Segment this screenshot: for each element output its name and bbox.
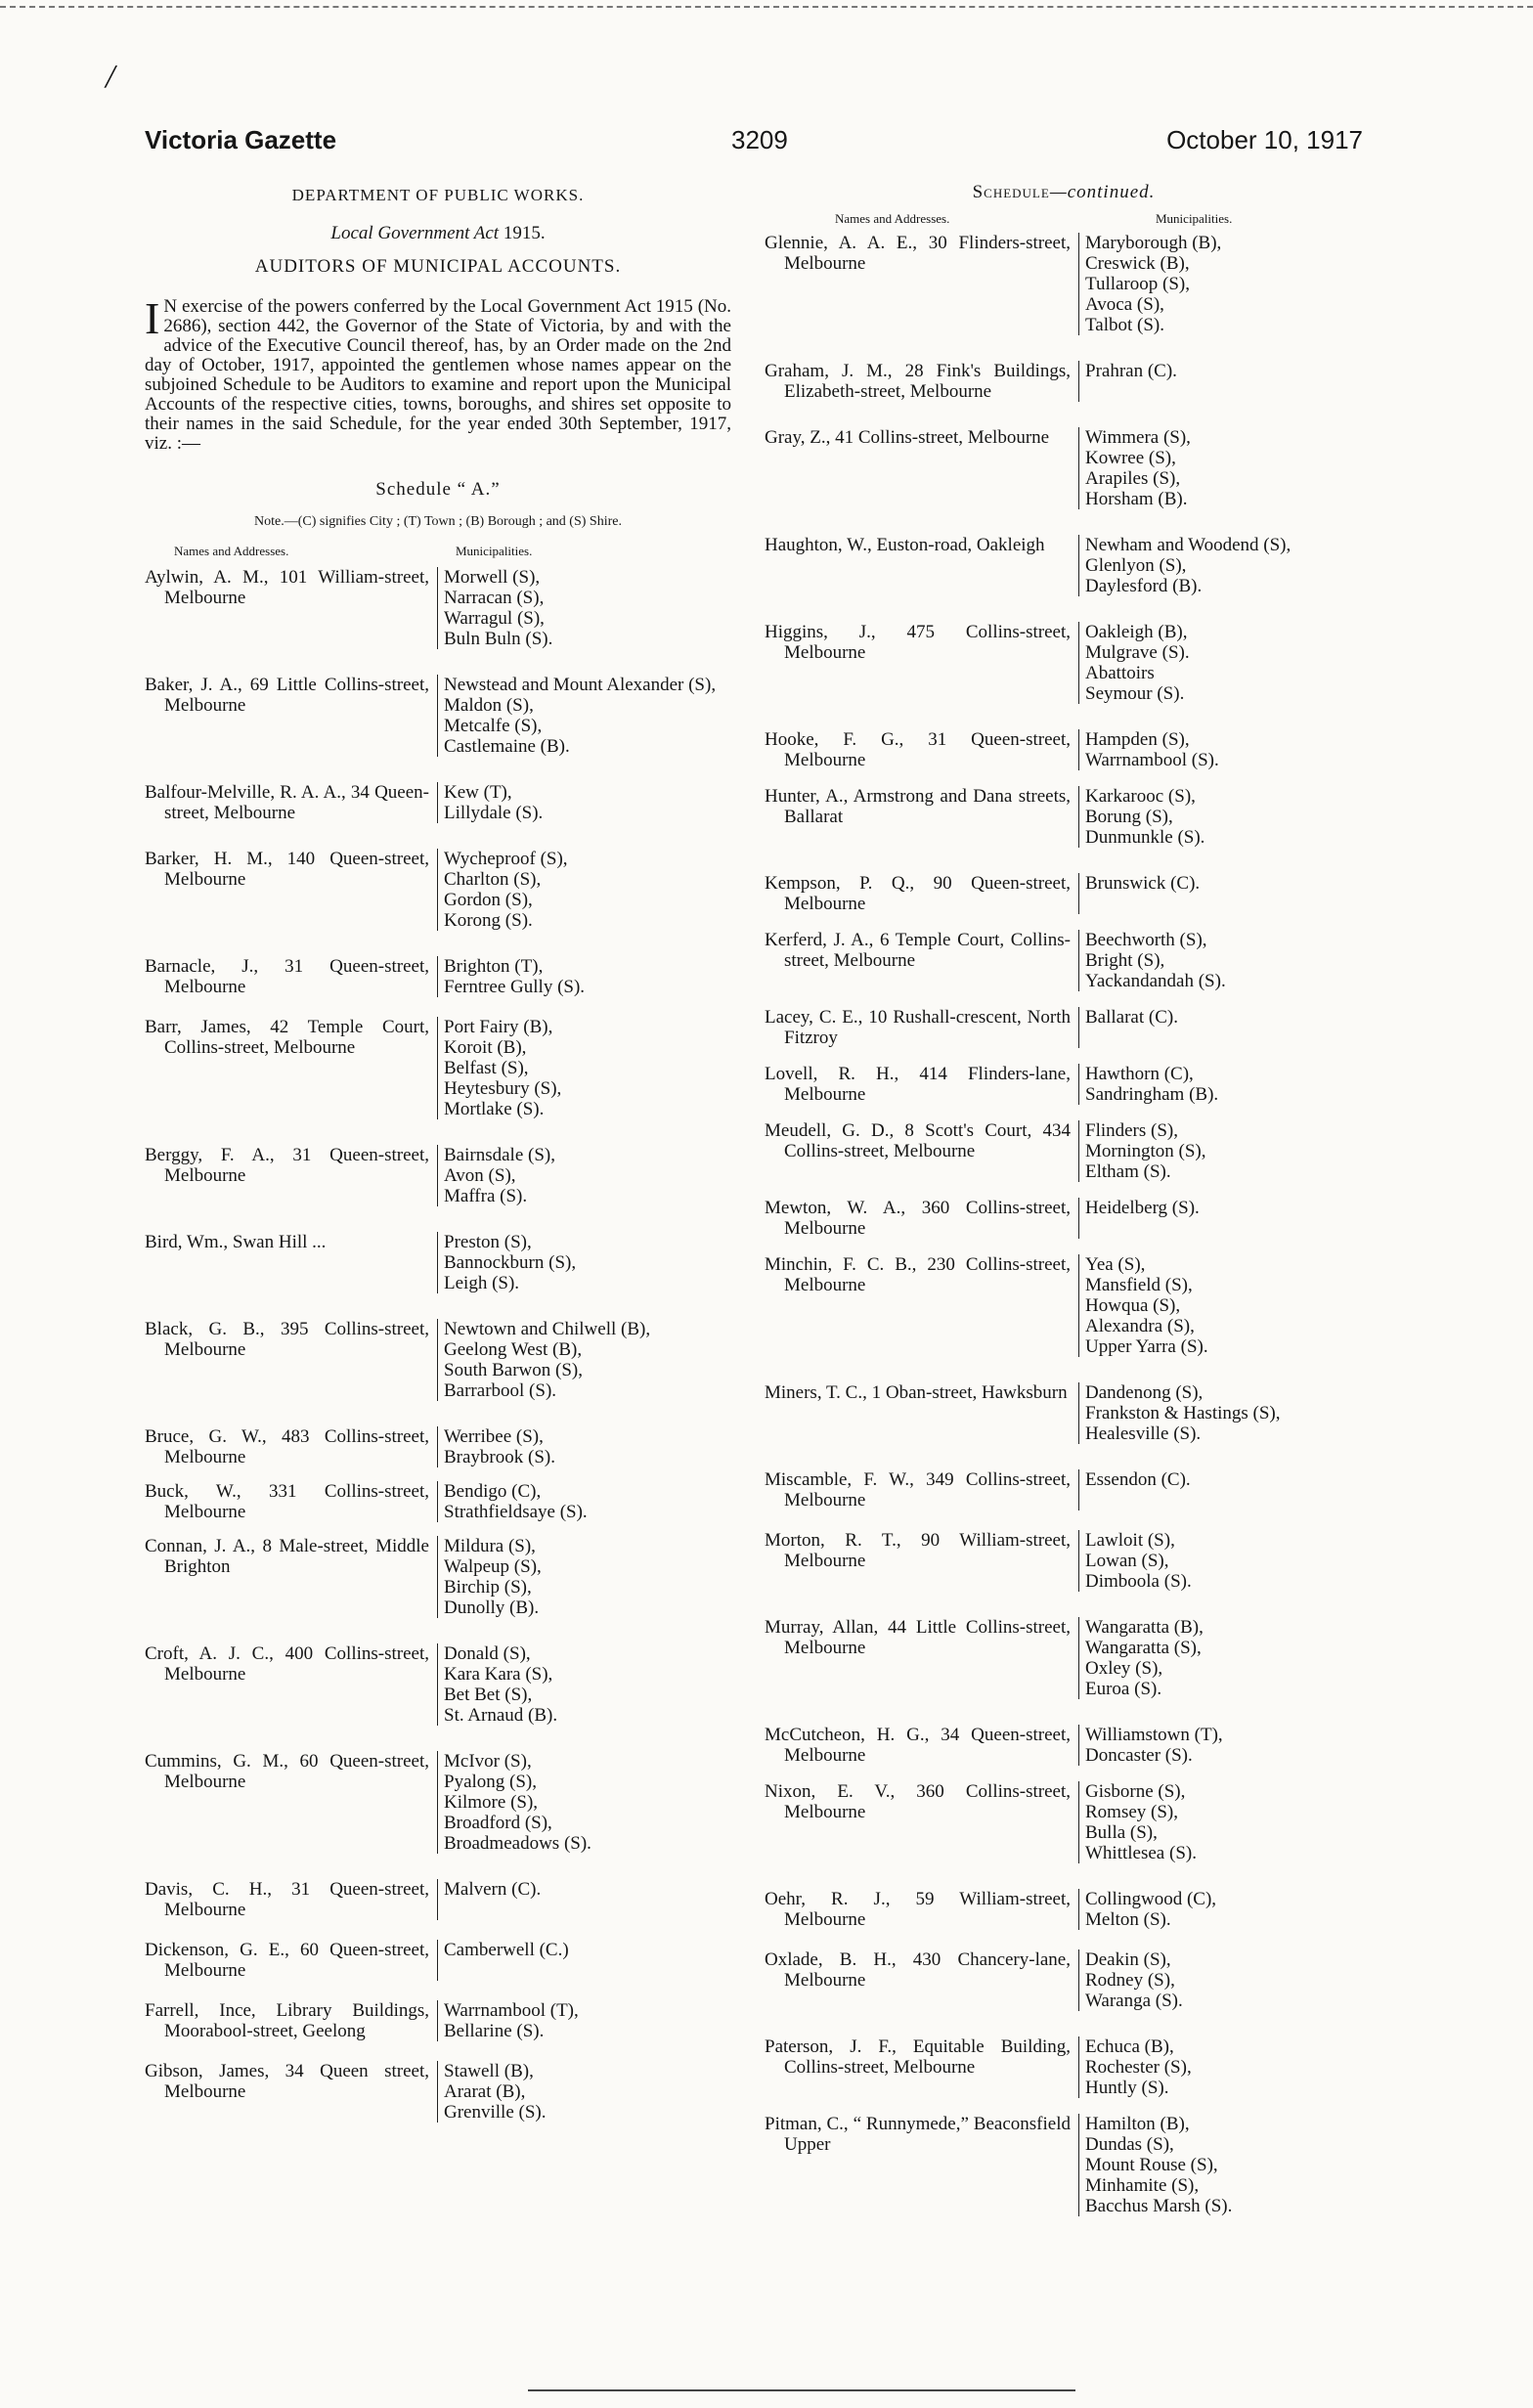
municipality: Whittlesea (S). xyxy=(1085,1843,1197,1863)
bottom-rule xyxy=(528,2389,1075,2391)
municipality: Dunmunkle (S). xyxy=(1085,827,1205,848)
municipality: Ferntree Gully (S). xyxy=(444,977,586,997)
municipality: Rochester (S), xyxy=(1085,2057,1192,2078)
municipality: Borung (S), xyxy=(1085,807,1173,827)
municipality: Daylesford (B). xyxy=(1085,576,1203,596)
schedule-entry xyxy=(765,1725,1363,1766)
schedule-entry xyxy=(765,2114,1363,2216)
intro-text: N exercise of the powers conferred by the Local Government Act 1915 (No. 2686), section 442, the Governor of the State of Victoria, by and with the advice of the Executive Council thereof, has, by an Order made on the 2nd day of October, 1917, appointed the gentlemen whose names appear on the subjoined Schedule to be Auditors to examine and report upon the Municipal Accounts of the respective cities, towns, boroughs, and shires set opposite to their names in the said Schedule, for the year ended 30th September, 1917, viz. :— xyxy=(145,296,731,454)
schedule-entry xyxy=(765,1007,1363,1048)
auditor-name-address: Aylwin, A. M., 101 William-street, Melbourne xyxy=(145,567,438,649)
names-header: Names and Addresses. xyxy=(174,544,289,558)
municipality-list xyxy=(438,1145,555,1206)
schedule-title: Schedule “ A.” xyxy=(375,479,501,500)
municipality: Heytesbury (S), xyxy=(444,1078,562,1099)
municipality: Lillydale (S). xyxy=(444,803,544,823)
schedule-entry xyxy=(765,1781,1363,1863)
issue-date: October 10, 1917 xyxy=(1166,125,1363,154)
municipality: Lawloit (S), xyxy=(1085,1530,1175,1551)
auditor-name-address: Miscamble, F. W., 349 Collins-street, Melbourne xyxy=(765,1469,1079,1510)
auditor-name-address: Farrell, Ince, Library Buildings, Moorabool-street, Geelong xyxy=(145,2000,438,2041)
municipality-list xyxy=(1079,1382,1281,1444)
intro-paragraph xyxy=(145,293,731,454)
schedule-entry xyxy=(765,2036,1363,2098)
auditor-name-address: Hooke, F. G., 31 Queen-street, Melbourne xyxy=(765,729,1079,770)
schedule-entry xyxy=(765,1469,1363,1510)
municipality: Waranga (S). xyxy=(1085,1991,1183,2011)
municipality-list xyxy=(1079,1254,1208,1357)
municipality: Kara Kara (S), xyxy=(444,1664,553,1685)
page-header xyxy=(145,125,1363,164)
municipality-list xyxy=(438,782,543,823)
auditor-name-address: Black, G. B., 395 Collins-street, Melbourne xyxy=(145,1319,438,1401)
schedule-entry xyxy=(145,1940,731,1981)
municipality: Warrnambool (S). xyxy=(1085,750,1219,770)
municipality: Avon (S), xyxy=(444,1165,516,1186)
municipality-list xyxy=(438,1426,555,1467)
municipality-list xyxy=(1079,1530,1192,1592)
auditor-name-address: Hunter, A., Armstrong and Dana streets, Ballarat xyxy=(765,786,1079,848)
municipality: Williamstown (T), xyxy=(1085,1725,1223,1745)
auditor-name-address: Morton, R. T., 90 William-street, Melbourne xyxy=(765,1530,1079,1592)
municipality: Romsey (S), xyxy=(1085,1802,1178,1822)
municipality: Leigh (S). xyxy=(444,1273,520,1293)
municipality: Howqua (S), xyxy=(1085,1295,1181,1316)
municipality: Warrnambool (T), xyxy=(444,2000,579,2021)
municipality: Wimmera (S), xyxy=(1085,427,1191,448)
auditor-name-address: Cummins, G. M., 60 Queen-street, Melbourne xyxy=(145,1751,438,1854)
schedule-entry xyxy=(145,782,731,823)
municipality: Newstead and Mount Alexander (S), xyxy=(444,675,717,695)
municipality: Braybrook (S). xyxy=(444,1447,555,1467)
municipality: Oakleigh (B), xyxy=(1085,622,1188,642)
municipality: Karkarooc (S), xyxy=(1085,786,1196,807)
municipality: Avoca (S), xyxy=(1085,294,1164,315)
municipality: Bulla (S), xyxy=(1085,1822,1158,1843)
right-column xyxy=(765,182,1363,2216)
municipality: Abattoirs xyxy=(1085,663,1155,683)
municipality: Mornington (S), xyxy=(1085,1141,1206,1161)
municipality-list xyxy=(438,2061,546,2123)
municipality: Alexandra (S), xyxy=(1085,1316,1195,1336)
municipality-list xyxy=(1079,1889,1216,1930)
auditor-name-address: Croft, A. J. C., 400 Collins-street, Melbourne xyxy=(145,1643,438,1726)
municipality: Deakin (S), xyxy=(1085,1949,1171,1970)
schedule-entry xyxy=(765,535,1363,596)
continued-word: —continued. xyxy=(1049,182,1156,202)
schedule-entry xyxy=(765,233,1363,335)
auditor-name-address: Barker, H. M., 140 Queen-street, Melbourne xyxy=(145,849,438,931)
municipality: Arapiles (S), xyxy=(1085,468,1181,489)
schedule-entry xyxy=(145,956,731,997)
municipality: Minhamite (S), xyxy=(1085,2175,1200,2196)
municipality: Upper Yarra (S). xyxy=(1085,1336,1208,1357)
municipality: Werribee (S), xyxy=(444,1426,544,1447)
schedule-continued-title xyxy=(765,182,1363,203)
auditor-name-address: Lacey, C. E., 10 Rushall-crescent, North Fitzroy xyxy=(765,1007,1079,1048)
auditor-name-address: Higgins, J., 475 Collins-street, Melbourne xyxy=(765,622,1079,704)
municipality-list xyxy=(438,1751,591,1854)
municipality: Bendigo (C), xyxy=(444,1481,542,1502)
municipality-list xyxy=(1079,1949,1183,2011)
schedule-entry xyxy=(765,361,1363,402)
municipality: Walpeup (S), xyxy=(444,1556,542,1577)
municipality-list xyxy=(1079,1007,1178,1048)
municipality: Hampden (S), xyxy=(1085,729,1190,750)
auditor-name-address: Murray, Allan, 44 Little Collins-street, Melbourne xyxy=(765,1617,1079,1699)
auditor-name-address: McCutcheon, H. G., 34 Queen-street, Melbourne xyxy=(765,1725,1079,1766)
municipality: Prahran (C). xyxy=(1085,361,1177,381)
municipalities-header-right: Municipalities. xyxy=(1156,211,1233,226)
municipality: Korong (S). xyxy=(444,910,533,931)
auditor-name-address: Barr, James, 42 Temple Court, Collins-street, Melbourne xyxy=(145,1017,438,1119)
municipality: Eltham (S). xyxy=(1085,1161,1171,1182)
schedule-entry xyxy=(765,1064,1363,1105)
municipality-list xyxy=(1079,427,1191,509)
auditor-name-address: Pitman, C., “ Runnymede,” Beaconsfield Upper xyxy=(765,2114,1079,2216)
municipality: Camberwell (C.) xyxy=(444,1940,569,1960)
municipality-list xyxy=(1079,2114,1232,2216)
auditor-name-address: Baker, J. A., 69 Little Collins-street, Melbourne xyxy=(145,675,438,757)
schedule-entries-right xyxy=(765,233,1363,2216)
auditor-name-address: Gray, Z., 41 Collins-street, Melbourne xyxy=(765,427,1079,509)
municipality: Metcalfe (S), xyxy=(444,716,543,736)
schedule-entry xyxy=(765,1889,1363,1930)
municipality: Dundas (S), xyxy=(1085,2134,1174,2155)
schedule-entry xyxy=(145,2061,731,2123)
schedule-entry xyxy=(145,1643,731,1726)
municipality-list xyxy=(438,849,568,931)
municipality-list xyxy=(438,1319,650,1401)
municipality-list xyxy=(1079,1469,1191,1510)
act-year: 1915. xyxy=(503,223,546,243)
auditor-name-address: Minchin, F. C. B., 230 Collins-street, Melbourne xyxy=(765,1254,1079,1357)
municipality: Newtown and Chilwell (B), xyxy=(444,1319,651,1339)
schedule-entry xyxy=(765,427,1363,509)
municipality: Dandenong (S), xyxy=(1085,1382,1204,1403)
municipality: Belfast (S), xyxy=(444,1058,529,1078)
municipality: Maryborough (B), xyxy=(1085,233,1222,253)
municipality: Rodney (S), xyxy=(1085,1970,1175,1991)
municipality: Pyalong (S), xyxy=(444,1772,537,1792)
margin-mark: / xyxy=(106,59,115,95)
municipality: Ararat (B), xyxy=(444,2081,526,2102)
schedule-word: Schedule xyxy=(972,182,1050,202)
schedule-entry xyxy=(145,675,731,757)
municipality: Gordon (S), xyxy=(444,890,533,910)
schedule-entry xyxy=(765,1254,1363,1357)
auditor-name-address: Gibson, James, 34 Queen street, Melbourne xyxy=(145,2061,438,2123)
municipality: Echuca (B), xyxy=(1085,2036,1174,2057)
names-header-right: Names and Addresses. xyxy=(835,211,950,226)
schedule-entry xyxy=(765,1530,1363,1592)
municipality-list xyxy=(1079,1120,1206,1182)
municipality: Warragul (S), xyxy=(444,608,545,629)
municipality: Melton (S). xyxy=(1085,1909,1171,1930)
municipality: Bannockburn (S), xyxy=(444,1252,577,1273)
municipality-list xyxy=(1079,622,1190,704)
notice-heading: AUDITORS OF MUNICIPAL ACCOUNTS. xyxy=(254,256,622,277)
schedule-entry xyxy=(145,1536,731,1618)
auditor-name-address: Connan, J. A., 8 Male-street, Middle Brighton xyxy=(145,1536,438,1618)
municipality-list xyxy=(1079,361,1177,402)
municipality: Preston (S), xyxy=(444,1232,532,1252)
municipality: Glenlyon (S), xyxy=(1085,555,1187,576)
municipality-list xyxy=(438,1536,542,1618)
column-headers xyxy=(145,544,731,567)
schedule-entry xyxy=(145,1232,731,1293)
auditor-name-address: Bird, Wm., Swan Hill ... xyxy=(145,1232,438,1293)
auditor-name-address: Balfour-Melville, R. A. A., 34 Queen-street, Melbourne xyxy=(145,782,438,823)
municipality: Kew (T), xyxy=(444,782,512,803)
municipality: Frankston & Hastings (S), xyxy=(1085,1403,1281,1423)
left-column xyxy=(145,184,731,2123)
schedule-entry xyxy=(765,729,1363,770)
municipality-list xyxy=(1079,930,1226,991)
schedule-entry xyxy=(145,1319,731,1401)
schedule-entry xyxy=(145,1426,731,1467)
schedule-entry xyxy=(145,849,731,931)
municipality: Doncaster (S). xyxy=(1085,1745,1193,1766)
municipality-list xyxy=(438,1017,561,1119)
municipality: Broadford (S), xyxy=(444,1813,552,1833)
municipality-list xyxy=(1079,1198,1200,1239)
municipality: Tullaroop (S), xyxy=(1085,274,1190,294)
auditor-name-address: Oxlade, B. H., 430 Chancery-lane, Melbourne xyxy=(765,1949,1079,2011)
municipality-list xyxy=(1079,873,1200,914)
municipality: Charlton (S), xyxy=(444,869,542,890)
municipality: Strathfieldsaye (S). xyxy=(444,1502,588,1522)
schedule-entry xyxy=(145,1017,731,1119)
municipality: Bacchus Marsh (S). xyxy=(1085,2196,1233,2216)
municipality: Kowree (S), xyxy=(1085,448,1176,468)
act-name: Local Government Act xyxy=(330,223,500,243)
municipality: Barrarbool (S). xyxy=(444,1380,557,1401)
schedule-entry xyxy=(765,1949,1363,2011)
municipality-list xyxy=(1079,233,1221,335)
municipality: Beechworth (S), xyxy=(1085,930,1207,950)
schedule-entry xyxy=(765,1198,1363,1239)
municipality: Mansfield (S), xyxy=(1085,1275,1193,1295)
schedule-entry xyxy=(765,786,1363,848)
schedule-entry xyxy=(145,1145,731,1206)
municipality: Bellarine (S). xyxy=(444,2021,545,2041)
auditor-name-address: Dickenson, G. E., 60 Queen-street, Melbourne xyxy=(145,1940,438,1981)
schedule-entry xyxy=(145,1879,731,1920)
auditor-name-address: Glennie, A. A. E., 30 Flinders-street, Melbourne xyxy=(765,233,1079,335)
municipality: Brighton (T), xyxy=(444,956,544,977)
page-number: 3209 xyxy=(731,125,788,154)
municipality: Talbot (S). xyxy=(1085,315,1164,335)
auditor-name-address: Lovell, R. H., 414 Flinders-lane, Melbourne xyxy=(765,1064,1079,1105)
municipalities-header: Municipalities. xyxy=(456,544,533,558)
municipality: Horsham (B). xyxy=(1085,489,1188,509)
municipality-list xyxy=(1079,1725,1223,1766)
municipality: Castlemaine (B). xyxy=(444,736,570,757)
auditor-name-address: Miners, T. C., 1 Oban-street, Hawksburn xyxy=(765,1382,1079,1444)
drop-cap: I xyxy=(145,293,160,343)
municipality: Dimboola (S). xyxy=(1085,1571,1192,1592)
auditor-name-address: Kempson, P. Q., 90 Queen-street, Melbourne xyxy=(765,873,1079,914)
municipality-list xyxy=(438,675,716,757)
municipality: Mortlake (S). xyxy=(444,1099,545,1119)
municipality: Seymour (S). xyxy=(1085,683,1185,704)
municipality-list xyxy=(1079,1781,1197,1863)
municipality: Malvern (C). xyxy=(444,1879,542,1900)
municipality: Wangaratta (B), xyxy=(1085,1617,1204,1638)
municipality: Morwell (S), xyxy=(444,567,541,588)
municipality: Port Fairy (B), xyxy=(444,1017,553,1037)
schedule-entry xyxy=(765,1617,1363,1699)
municipality-list xyxy=(438,1232,576,1293)
municipality: Hawthorn (C), xyxy=(1085,1064,1194,1084)
municipality: Bright (S), xyxy=(1085,950,1165,971)
municipality-list xyxy=(438,1643,557,1726)
municipality: Essendon (C). xyxy=(1085,1469,1191,1490)
auditor-name-address: Buck, W., 331 Collins-street, Melbourne xyxy=(145,1481,438,1522)
schedule-note: Note.—(C) signifies City ; (T) Town ; (B) Borough ; and (S) Shire. xyxy=(254,514,622,529)
auditor-name-address: Haughton, W., Euston-road, Oakleigh xyxy=(765,535,1079,596)
department-heading: DEPARTMENT OF PUBLIC WORKS. xyxy=(291,186,585,204)
auditor-name-address: Barnacle, J., 31 Queen-street, Melbourne xyxy=(145,956,438,997)
municipality-list xyxy=(438,1879,541,1920)
municipality: Brunswick (C). xyxy=(1085,873,1201,894)
municipality: Grenville (S). xyxy=(444,2102,547,2123)
municipality: Donald (S), xyxy=(444,1643,531,1664)
publication-title: Victoria Gazette xyxy=(145,125,337,154)
municipality: Euroa (S). xyxy=(1085,1679,1162,1699)
municipality-list xyxy=(438,2000,579,2041)
municipality: Stawell (B), xyxy=(444,2061,534,2081)
municipality: Healesville (S). xyxy=(1085,1423,1202,1444)
top-rule xyxy=(0,6,1533,8)
auditor-name-address: Paterson, J. F., Equitable Building, Collins-street, Melbourne xyxy=(765,2036,1079,2098)
auditor-name-address: Oehr, R. J., 59 William-street, Melbourne xyxy=(765,1889,1079,1930)
municipality-list xyxy=(438,1940,569,1981)
municipality: Bet Bet (S), xyxy=(444,1685,533,1705)
municipality: Hamilton (B), xyxy=(1085,2114,1190,2134)
municipality-list xyxy=(1079,729,1219,770)
municipality: St. Arnaud (B). xyxy=(444,1705,558,1726)
municipality: Ballarat (C). xyxy=(1085,1007,1178,1028)
municipality: Broadmeadows (S). xyxy=(444,1833,591,1854)
municipality-list xyxy=(1079,786,1204,848)
municipality: Wangaratta (S), xyxy=(1085,1638,1202,1658)
municipality: Buln Buln (S). xyxy=(444,629,553,649)
municipality-list xyxy=(438,956,585,997)
municipality: Yea (S), xyxy=(1085,1254,1146,1275)
municipality: Oxley (S), xyxy=(1085,1658,1163,1679)
schedule-entry xyxy=(145,1481,731,1522)
schedule-entry xyxy=(765,622,1363,704)
municipality: Lowan (S), xyxy=(1085,1551,1169,1571)
municipality: Mulgrave (S). xyxy=(1085,642,1190,663)
municipality: Mildura (S), xyxy=(444,1536,536,1556)
schedule-entry xyxy=(765,873,1363,914)
schedule-entry xyxy=(145,2000,731,2041)
municipality: Gisborne (S), xyxy=(1085,1781,1186,1802)
schedule-entry xyxy=(765,1382,1363,1444)
municipality: Geelong West (B), xyxy=(444,1339,583,1360)
schedule-entries-left xyxy=(145,567,731,2123)
municipality-list xyxy=(1079,535,1291,596)
column-headers-right xyxy=(765,211,1363,233)
schedule-entry xyxy=(145,1751,731,1854)
municipality: Flinders (S), xyxy=(1085,1120,1178,1141)
municipality: Dunolly (B). xyxy=(444,1598,540,1618)
auditor-name-address: Berggy, F. A., 31 Queen-street, Melbourne xyxy=(145,1145,438,1206)
auditor-name-address: Kerferd, J. A., 6 Temple Court, Collins-street, Melbourne xyxy=(765,930,1079,991)
municipality: Kilmore (S), xyxy=(444,1792,539,1813)
municipality: Wycheproof (S), xyxy=(444,849,568,869)
auditor-name-address: Mewton, W. A., 360 Collins-street, Melbourne xyxy=(765,1198,1079,1239)
municipality: Bairnsdale (S), xyxy=(444,1145,555,1165)
act-title xyxy=(145,223,731,244)
municipality-list xyxy=(1079,1064,1218,1105)
municipality: South Barwon (S), xyxy=(444,1360,583,1380)
municipality: Huntly (S). xyxy=(1085,2078,1169,2098)
municipality: Koroit (B), xyxy=(444,1037,527,1058)
municipality: Yackandandah (S). xyxy=(1085,971,1226,991)
municipality: Newham and Woodend (S), xyxy=(1085,535,1292,555)
auditor-name-address: Davis, C. H., 31 Queen-street, Melbourne xyxy=(145,1879,438,1920)
municipality: Maffra (S). xyxy=(444,1186,528,1206)
auditor-name-address: Bruce, G. W., 483 Collins-street, Melbourne xyxy=(145,1426,438,1467)
municipality: McIvor (S), xyxy=(444,1751,532,1772)
auditor-name-address: Graham, J. M., 28 Fink's Buildings, Elizabeth-street, Melbourne xyxy=(765,361,1079,402)
municipality: Heidelberg (S). xyxy=(1085,1198,1200,1218)
municipality: Birchip (S), xyxy=(444,1577,532,1598)
municipality: Maldon (S), xyxy=(444,695,534,716)
schedule-entry xyxy=(765,930,1363,991)
schedule-entry xyxy=(145,567,731,649)
municipality-list xyxy=(1079,1617,1204,1699)
auditor-name-address: Nixon, E. V., 360 Collins-street, Melbourne xyxy=(765,1781,1079,1863)
municipality-list xyxy=(438,1481,588,1522)
auditor-name-address: Meudell, G. D., 8 Scott's Court, 434 Collins-street, Melbourne xyxy=(765,1120,1079,1182)
municipality: Collingwood (C), xyxy=(1085,1889,1217,1909)
municipality: Sandringham (B). xyxy=(1085,1084,1219,1105)
schedule-entry xyxy=(765,1120,1363,1182)
municipality: Creswick (B), xyxy=(1085,253,1190,274)
municipality: Mount Rouse (S), xyxy=(1085,2155,1218,2175)
municipality: Narracan (S), xyxy=(444,588,545,608)
municipality-list xyxy=(1079,2036,1192,2098)
municipality-list xyxy=(438,567,552,649)
